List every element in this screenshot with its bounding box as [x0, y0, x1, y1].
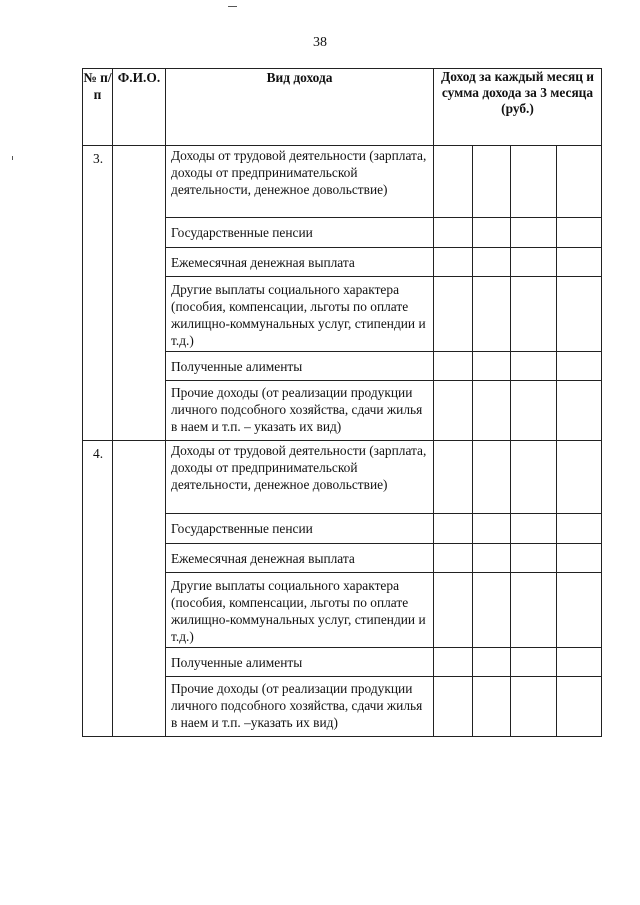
- month-3-cell[interactable]: [511, 441, 557, 514]
- total-cell[interactable]: [557, 352, 602, 381]
- month-3-cell[interactable]: [511, 514, 557, 544]
- fio-cell[interactable]: [113, 146, 166, 441]
- income-type-cell: Ежемесячная денежная выплата: [166, 544, 434, 573]
- header-num: № п/п: [83, 69, 113, 146]
- total-cell[interactable]: [557, 544, 602, 573]
- total-cell[interactable]: [557, 248, 602, 277]
- total-cell[interactable]: [557, 146, 602, 218]
- total-cell[interactable]: [557, 277, 602, 352]
- month-3-cell[interactable]: [511, 218, 557, 248]
- month-3-cell[interactable]: [511, 248, 557, 277]
- month-1-cell[interactable]: [434, 514, 473, 544]
- income-type-cell: Другие выплаты социального характера (пособия, компенсации, льготы по оплате жилищно-коммунальных услуг, стипендии и т.д.): [166, 277, 434, 352]
- month-3-cell[interactable]: [511, 677, 557, 737]
- scan-mark-left: [12, 156, 13, 160]
- month-2-cell[interactable]: [473, 573, 511, 648]
- income-type-cell: Доходы от трудовой деятельности (зарплата, доходы от предпринимательской деятельности, денежное довольствие): [166, 441, 434, 514]
- page-number: 38: [313, 35, 327, 50]
- income-type-cell: Прочие доходы (от реализации продукции личного подсобного хозяйства, сдачи жилья в наем и т.п. –указать их вид): [166, 677, 434, 737]
- row-num: 3.: [83, 146, 113, 441]
- month-3-cell[interactable]: [511, 544, 557, 573]
- header-fio: Ф.И.О.: [113, 69, 166, 146]
- fio-cell[interactable]: [113, 441, 166, 737]
- income-table: [82, 68, 602, 737]
- header-row: [83, 69, 602, 146]
- total-cell[interactable]: [557, 677, 602, 737]
- month-1-cell[interactable]: [434, 441, 473, 514]
- total-cell[interactable]: [557, 514, 602, 544]
- month-2-cell[interactable]: [473, 648, 511, 677]
- total-cell[interactable]: [557, 441, 602, 514]
- month-3-cell[interactable]: [511, 381, 557, 441]
- month-3-cell[interactable]: [511, 277, 557, 352]
- header-income-amount: Доход за каждый месяц и сумма дохода за 3 месяца (руб.): [434, 69, 602, 146]
- month-2-cell[interactable]: [473, 146, 511, 218]
- total-cell[interactable]: [557, 218, 602, 248]
- month-2-cell[interactable]: [473, 277, 511, 352]
- row-num: 4.: [83, 441, 113, 737]
- month-2-cell[interactable]: [473, 352, 511, 381]
- total-cell[interactable]: [557, 648, 602, 677]
- month-1-cell[interactable]: [434, 248, 473, 277]
- month-1-cell[interactable]: [434, 573, 473, 648]
- month-1-cell[interactable]: [434, 381, 473, 441]
- table-row: [83, 146, 602, 218]
- month-2-cell[interactable]: [473, 381, 511, 441]
- month-2-cell[interactable]: [473, 514, 511, 544]
- month-1-cell[interactable]: [434, 277, 473, 352]
- month-1-cell[interactable]: [434, 146, 473, 218]
- month-2-cell[interactable]: [473, 441, 511, 514]
- month-2-cell[interactable]: [473, 677, 511, 737]
- total-cell[interactable]: [557, 573, 602, 648]
- month-3-cell[interactable]: [511, 352, 557, 381]
- scan-mark-top: [228, 6, 237, 7]
- month-2-cell[interactable]: [473, 544, 511, 573]
- month-2-cell[interactable]: [473, 248, 511, 277]
- income-type-cell: Полученные алименты: [166, 352, 434, 381]
- income-type-cell: Ежемесячная денежная выплата: [166, 248, 434, 277]
- month-2-cell[interactable]: [473, 218, 511, 248]
- month-3-cell[interactable]: [511, 648, 557, 677]
- income-type-cell: Государственные пенсии: [166, 218, 434, 248]
- income-type-cell: Доходы от трудовой деятельности (зарплата, доходы от предпринимательской деятельности, денежное довольствие): [166, 146, 434, 218]
- month-1-cell[interactable]: [434, 218, 473, 248]
- month-3-cell[interactable]: [511, 146, 557, 218]
- income-type-cell: Другие выплаты социального характера (пособия, компенсации, льготы по оплате жилищно-коммунальных услуг, стипендии и т.д.): [166, 573, 434, 648]
- income-type-cell: Полученные алименты: [166, 648, 434, 677]
- month-1-cell[interactable]: [434, 648, 473, 677]
- month-1-cell[interactable]: [434, 544, 473, 573]
- income-type-cell: Государственные пенсии: [166, 514, 434, 544]
- table-row: [83, 441, 602, 514]
- total-cell[interactable]: [557, 381, 602, 441]
- header-income-type: Вид дохода: [166, 69, 434, 146]
- month-3-cell[interactable]: [511, 573, 557, 648]
- month-1-cell[interactable]: [434, 352, 473, 381]
- income-type-cell: Прочие доходы (от реализации продукции личного подсобного хозяйства, сдачи жилья в наем и т.п. – указать их вид): [166, 381, 434, 441]
- month-1-cell[interactable]: [434, 677, 473, 737]
